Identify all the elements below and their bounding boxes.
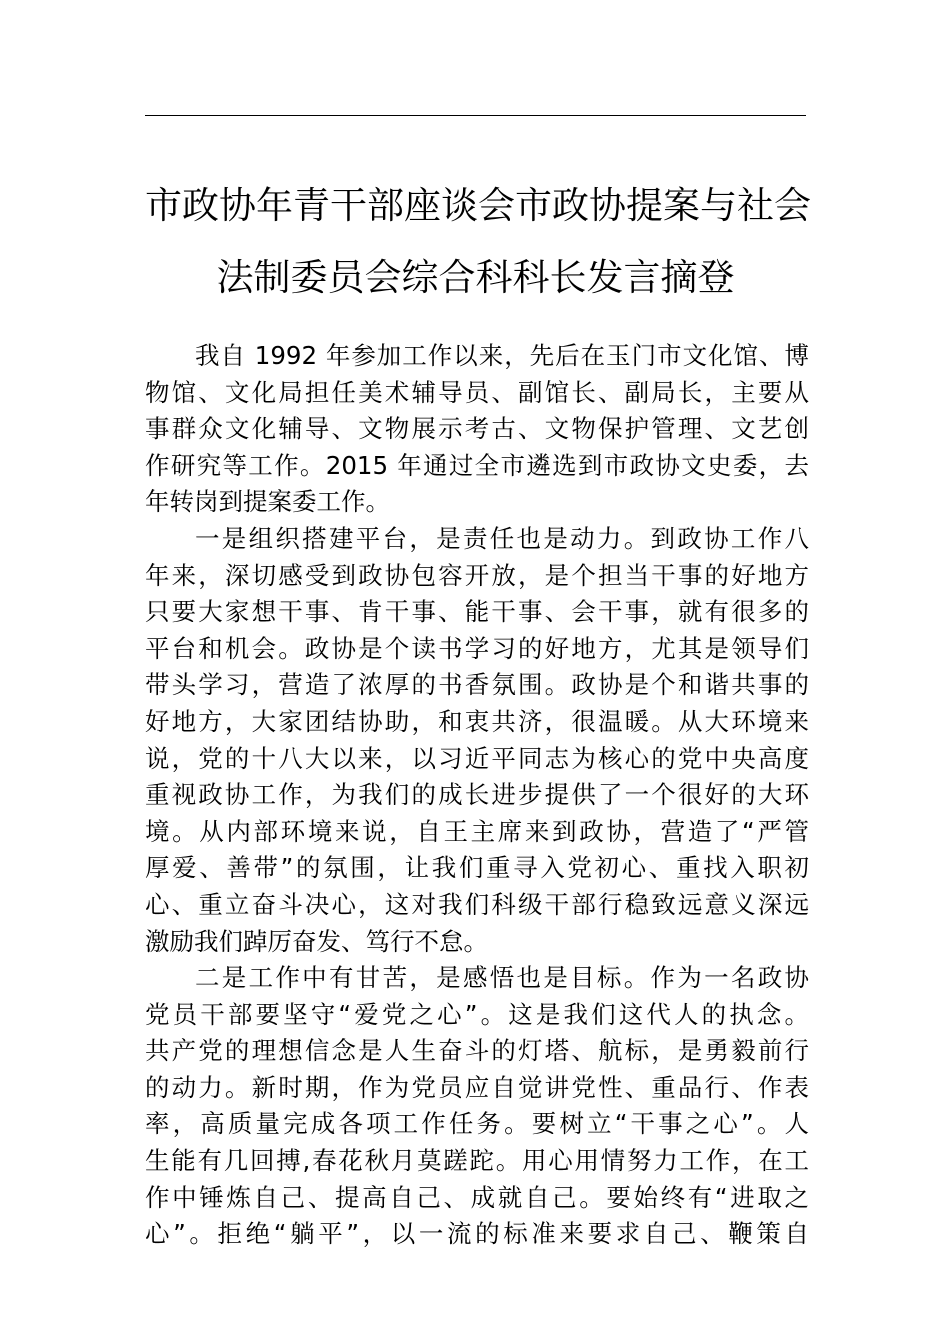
text-line: 好地方，大家团结协助，和衷共济，很温暖。从大环境来 (145, 706, 809, 736)
document-title (145, 170, 811, 314)
text-line: 的动力。新时期，作为党员应自觉讲党性、重品行、作表 (145, 1072, 809, 1102)
text-line: 心”。拒绝“躺平”，以一流的标准来要求自己、鞭策自 (145, 1219, 809, 1249)
text-line: 共产党的理想信念是人生奋斗的灯塔、航标，是勇毅前行 (145, 1036, 809, 1066)
paragraph-intro (145, 338, 809, 521)
text-line: 年转岗到提案委工作。 (145, 487, 390, 517)
text-line: 说，党的十八大以来，以习近平同志为核心的党中央高度 (145, 743, 809, 773)
text-line: 只要大家想干事、肯干事、能干事、会干事，就有很多的 (145, 597, 809, 627)
text-line: 二是工作中有甘苦，是感悟也是目标。作为一名政协 (195, 963, 809, 993)
text-line: 我自 1992 年参加工作以来，先后在玉门市文化馆、博 (195, 341, 809, 370)
text-line: 作研究等工作。2015 年通过全市遴选到市政协文史委，去 (145, 450, 809, 480)
text-line: 率，高质量完成各项工作任务。要树立“干事之心”。人 (145, 1109, 809, 1139)
text-line: 心、重立奋斗决心，这对我们科级干部行稳致远意义深远 (145, 889, 809, 919)
paragraph-point-one (145, 521, 809, 960)
text-line: 带头学习，营造了浓厚的书香氛围。政协是个和谐共事的 (145, 670, 809, 700)
text-line: 党员干部要坚守“爱党之心”。这是我们这代人的执念。 (145, 999, 809, 1029)
document-body (145, 338, 809, 1253)
text-line: 激励我们踔厉奋发、笃行不怠。 (145, 926, 488, 956)
text-line: 生能有几回搏,春花秋月莫蹉跎。用心用情努力工作，在工 (145, 1146, 809, 1176)
text-line: 平台和机会。政协是个读书学习的好地方，尤其是领导们 (145, 633, 809, 663)
text-line: 重视政协工作，为我们的成长进步提供了一个很好的大环 (145, 780, 809, 810)
text-line: 作中锤炼自己、提高自己、成就自己。要始终有“进取之 (145, 1182, 809, 1212)
header-rule (145, 115, 806, 116)
paragraph-point-two (145, 960, 809, 1253)
title-line-1: 市政协年青干部座谈会市政协提案与社会 (145, 184, 811, 227)
text-line: 厚爱、善带”的氛围，让我们重寻入党初心、重找入职初 (145, 853, 809, 883)
text-line: 境。从内部环境来说，自王主席来到政协，营造了“严管 (145, 816, 809, 846)
title-line-2: 法制委员会综合科科长发言摘登 (216, 256, 735, 299)
text-line: 物馆、文化局担任美术辅导员、副馆长、副局长，主要从 (145, 377, 809, 407)
text-line: 事群众文化辅导、文物展示考古、文物保护管理、文艺创 (145, 414, 809, 444)
text-line: 年来，深切感受到政协包容开放，是个担当干事的好地方 (145, 560, 809, 590)
text-line: 一是组织搭建平台，是责任也是动力。到政协工作八 (195, 523, 809, 553)
